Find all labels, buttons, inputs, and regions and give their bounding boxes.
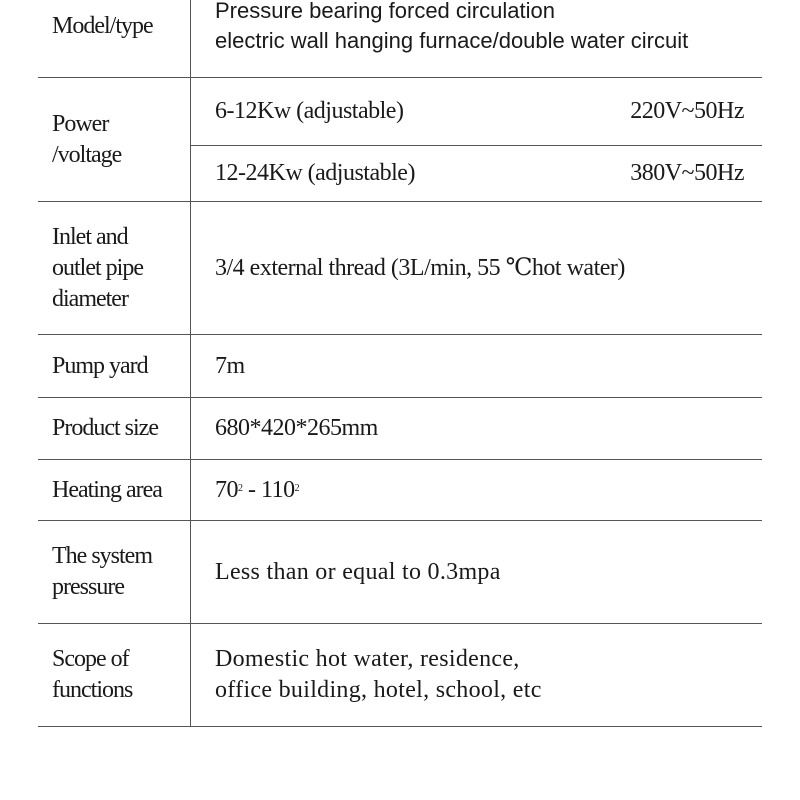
row-scope-functions: [38, 624, 762, 727]
row-label: [38, 624, 191, 726]
row-value: [191, 398, 762, 459]
label-text: outlet pipe: [52, 254, 143, 281]
row-label: [38, 460, 191, 520]
label-text: Inlet and: [52, 223, 128, 250]
row-value: [191, 78, 762, 201]
label-text: /voltage: [52, 141, 122, 168]
row-value: [191, 624, 762, 726]
voltage-value: 380V~50Hz: [630, 160, 744, 186]
power-value: 12-24Kw (adjustable): [215, 160, 415, 186]
value-line: Domestic hot water, residence,: [215, 646, 520, 672]
row-heating-area: [38, 460, 762, 521]
row-label: [38, 202, 191, 334]
value-line: Pressure bearing forced circulation: [215, 0, 555, 23]
row-value: [191, 335, 762, 397]
heating-separator: -: [242, 476, 261, 503]
value-text: 3/4 external thread (3L/min, 55 ℃hot water): [215, 254, 625, 281]
value-line: office building, hotel, school, etc: [215, 677, 542, 703]
label-text: functions: [52, 677, 133, 703]
row-label: [38, 521, 191, 623]
label-text: Power: [52, 110, 109, 137]
label-text: Model/type: [52, 13, 153, 39]
value-text: Less than or equal to 0.3mpa: [215, 558, 501, 585]
spec-table: [38, 0, 762, 727]
value-text: 7m: [215, 352, 245, 379]
row-label: [38, 0, 191, 77]
value-text: [215, 475, 299, 506]
row-label: [38, 78, 191, 201]
row-value: [191, 0, 762, 77]
power-option-row: [191, 146, 762, 201]
label-text: Scope of: [52, 646, 129, 672]
row-value: [191, 521, 762, 623]
row-system-pressure: [38, 521, 762, 624]
superscript: 2: [294, 482, 300, 494]
superscript: 2: [238, 482, 243, 494]
row-value: [191, 202, 762, 334]
value-line: electric wall hanging furnace/double water circuit: [215, 28, 689, 53]
heating-low: 70: [215, 476, 238, 503]
power-value: 6-12Kw (adjustable): [215, 98, 404, 124]
power-option-row: [191, 78, 762, 146]
row-product-size: [38, 398, 762, 460]
row-pipe-diameter: [38, 202, 762, 335]
label-text: The system: [52, 543, 152, 569]
label-text: Pump yard: [52, 352, 148, 379]
row-power-voltage: [38, 78, 762, 202]
label-text: diameter: [52, 285, 128, 312]
row-value: [191, 460, 762, 520]
voltage-value: 220V~50Hz: [630, 98, 744, 124]
label-text: pressure: [52, 574, 124, 600]
row-label: [38, 335, 191, 397]
heating-high: 110: [261, 476, 295, 503]
row-pump-yard: [38, 335, 762, 398]
row-label: [38, 398, 191, 459]
row-model-type: [38, 0, 762, 78]
label-text: Heating area: [52, 476, 162, 503]
label-text: Product size: [52, 415, 158, 441]
value-text: 680*420*265mm: [215, 415, 378, 441]
